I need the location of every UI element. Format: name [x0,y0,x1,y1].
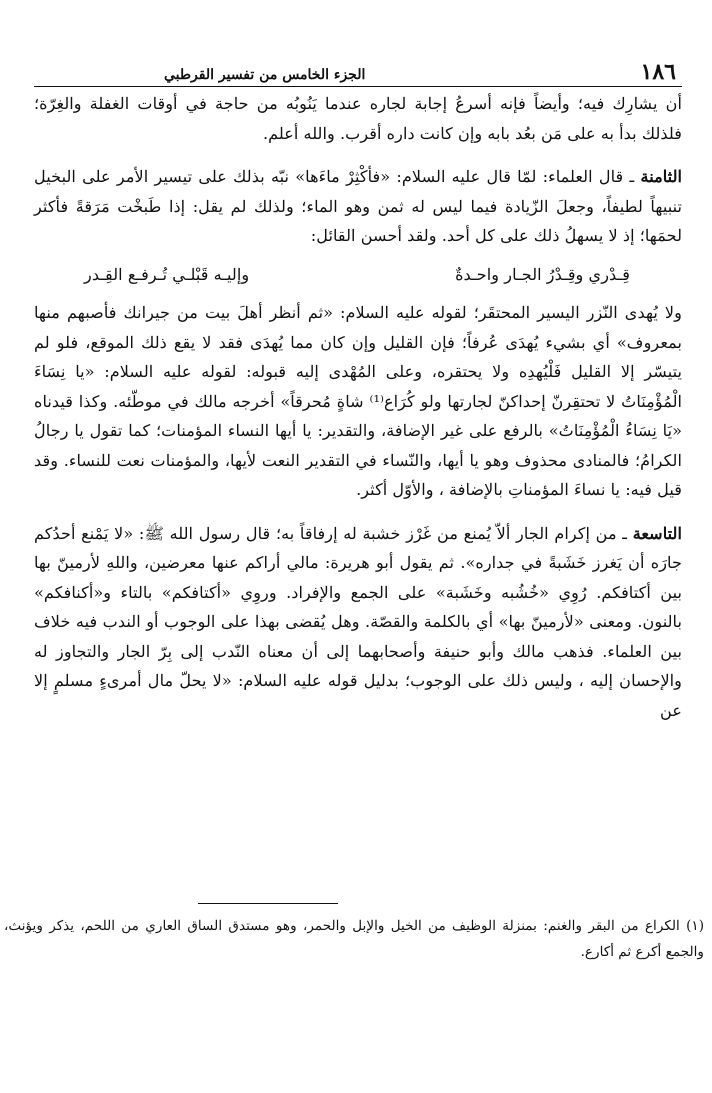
poetry-verse [84,260,630,290]
paragraph-text: ـ قال العلماء: لمّا قال عليه السلام: «فأكْثِرْ ماءَها» نبّه بذلك على تيسير الأمر على البخيل تنبيهاً لطيفاً، وجعلَ الزّيادة فيما ليس له ثمن وهو الماء؛ ولذلك لم يقل: إذا طَبخْت مَرَقةً فأكثر لحمَها؛ إذ لا يسهلُ ذلك على كل أحد. ولقد أحسن القائل: [34,167,682,245]
footnote-separator [198,903,338,904]
verse-first-hemistich: قِـدْري وقِـدْرُ الجـار واحـدةٌ [455,264,630,284]
paragraph-text: ولا يُهدى النّزر اليسير المحتقَر؛ لقوله عليه السلام: «ثم أنظر أهلَ بيت من جيرانك فأصبهم منها بمعروف» أي بشيء يُهدَى عُرفاً؛ فإن القليل وإن كان مما يُهدَى فقد لا يقع ذلك الموقع، فلو لم يتيسّر إلا القليل فَلْيُهدِه ولا يحتقره، وعلى المُهْدى إليه قبوله: لقوله عليه السلام: «يا نِسَاءَ الْمُؤْمِنَاتُ لا تحتقِرنّ إحداكنّ لجارتها ولو كُرَاع⁽¹⁾ شاةٍ مُحرقاً» أخرجه مالك في موطّئه. وكذا قيدناه «يَا نِسَاءُ الْمُؤْمِنَاتُ» بالرفع على غير الإضافة، والتقدير: يا أيها النساء المؤمنات؛ كما تقول يا رجالُ الكرامُ؛ فالمنادى محذوف وهو يا أيها، والنّساء في التقدير النعت لأيها، والمؤمنات نعت للنساء. وقد قيل فيه: يا نساءَ المؤمناتِ بالإضافة ، والأوّل أكثر. [34,303,682,499]
page-body [34,89,682,725]
verse-second-hemistich: وإليـه قَبْلـي تُـرفـع القِـدر [84,264,250,284]
paragraph-text: ـ من إكرام الجار ألاّ يُمنع من غَرْز خشبة له إرفاقاً به؛ قال رسول الله ﷺ: «لا يَمْنع أحدُكم جارَه أن يَغرز خَشَبةً في جداره». ثم يقول أبو هريرة: مالي أراكم عنها معرضين، واللهِ لأرمينّ بها بين أكتافكم. رُوِي «خُشُبه وخَشَبة» على الجمع والإفراد. وروِي «أكتافكم» بالتاء و«أكنافكم» بالنون. ومعنى «لأرمينّ بها» أي بالكلمة والقصّة. وهل يُقضى بهذا على الوجوب أو الندب فيه خلاف بين العلماء. فذهب مالك وأبو حنيفة وأصحابهما إلى أن معناه النّدب إلى بِرّ الجار والتجاوز له والإحسان إليه ، وليس ذلك على الوجوب؛ بدليل قوله عليه السلام: «لا يحلّ مال أمرىءٍ مسلمٍ إلا عن [34,523,682,720]
section-lead-ninth: التاسعة [632,523,682,543]
paragraph-ninth [34,519,682,726]
paragraph-continuation [34,89,682,148]
section-lead-eighth: الثامنة [640,167,682,186]
page-number: ١٨٦ [640,59,676,85]
running-header [34,56,682,87]
running-title: الجزء الخامس من تفسير القرطبي [164,67,366,83]
paragraph-text: أن يشارِك فيه؛ وأيضاً فإنه أسرعُ إجابة لجاره عندما يَنُوبُه من حاجة في أوقات الغفلة والغِرّة؛ فلذلك بدأ به على مَن بعُد بابه وإن كانت داره أقرب. والله أعلم. [34,94,682,143]
paragraph-eighth [34,162,682,251]
footnote: (١) الكراع من البقر والغنم: بمنزلة الوظيف من الخيل والإبل والحمر، وهو مستدق الساق العاري من اللحم، يذكر ويؤنث، والجمع أكرع ثم أكارع. [4,918,704,960]
paragraph-gifts [34,298,682,505]
